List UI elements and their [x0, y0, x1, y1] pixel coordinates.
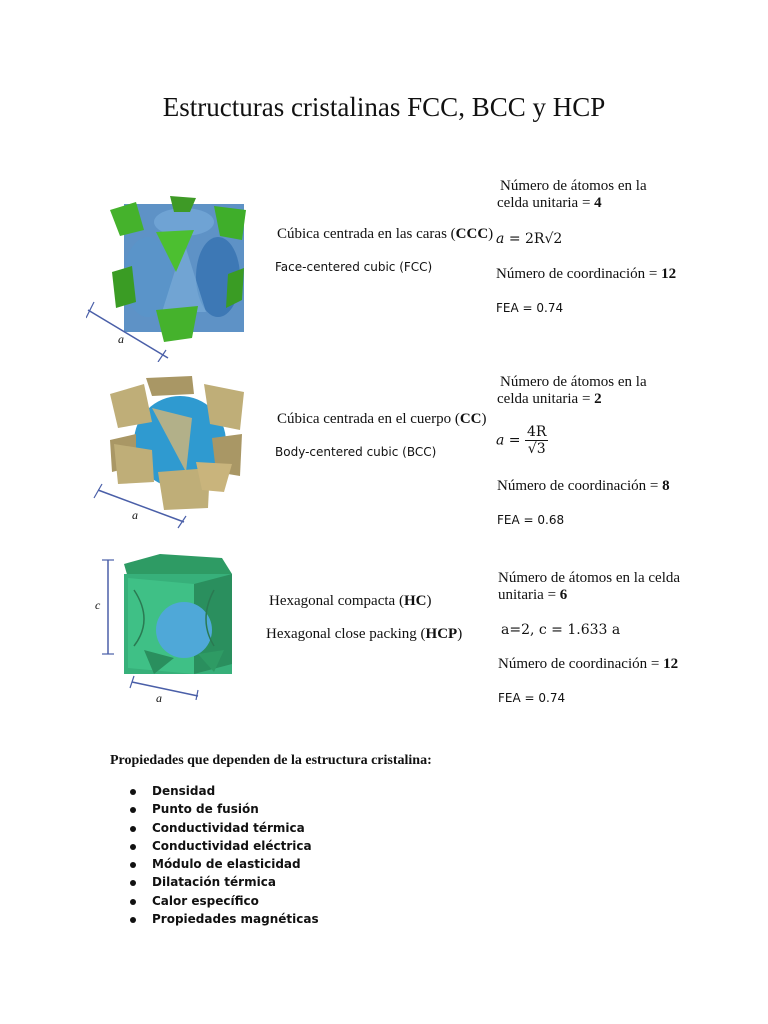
list-item: Módulo de elasticidad: [128, 857, 319, 875]
bcc-fea: FEA = 0.68: [497, 513, 565, 527]
hcp-name-en: Hexagonal close packing (HCP): [266, 626, 463, 642]
list-item: Densidad: [128, 784, 319, 802]
list-item: Conductividad térmica: [128, 821, 319, 839]
hcp-atoms-per-cell: Número de átomos en la celda unitaria = 6: [498, 570, 681, 603]
hcp-lattice-relation: a=2, c = 1.633 a: [501, 622, 621, 638]
fcc-atoms-per-cell: Número de átomos en la celda unitaria = 4: [497, 178, 647, 211]
fcc-fea: FEA = 0.74: [496, 301, 564, 315]
bcc-coordination: Número de coordinación = 8: [497, 478, 670, 494]
fcc-unit-cell-illustration: [86, 192, 258, 362]
hcp-axis-label-c: c: [95, 598, 101, 612]
page-title: Estructuras cristalinas FCC, BCC y HCP: [162, 92, 606, 122]
fcc-axis-label-a: a: [118, 332, 124, 346]
bcc-name-en: Body-centered cubic (BCC): [275, 445, 437, 459]
hcp-fea: FEA = 0.74: [498, 691, 566, 705]
bcc-unit-cell-illustration: [92, 372, 252, 532]
hcp-name-es: Hexagonal compacta (HC): [269, 593, 432, 609]
fcc-name-es: Cúbica centrada en las caras (CCC): [277, 226, 494, 242]
properties-list: [128, 784, 319, 930]
properties-heading: Propiedades que dependen de la estructura cristalina:: [110, 753, 432, 768]
bcc-lattice-relation: a = $\frac{4R}{√3}$: [496, 424, 547, 458]
hcp-unit-cell-illustration: [94, 550, 244, 700]
fcc-coordination: Número de coordinación = 12: [496, 266, 677, 282]
bcc-name-es: Cúbica centrada en el cuerpo (CC): [277, 411, 487, 427]
list-item: Dilatación térmica: [128, 875, 319, 893]
list-item: Propiedades magnéticas: [128, 912, 319, 930]
list-item: Punto de fusión: [128, 802, 319, 820]
hcp-coordination: Número de coordinación = 12: [498, 656, 679, 672]
bcc-axis-label-a: a: [132, 508, 138, 522]
list-item: Calor específico: [128, 894, 319, 912]
bcc-atoms-per-cell: Número de átomos en la celda unitaria = 2: [497, 374, 647, 407]
fcc-lattice-relation: a = 2R√2: [496, 231, 563, 247]
list-item: Conductividad eléctrica: [128, 839, 319, 857]
hcp-axis-label-a: a: [156, 691, 162, 705]
fcc-name-en: Face-centered cubic (FCC): [275, 260, 433, 274]
